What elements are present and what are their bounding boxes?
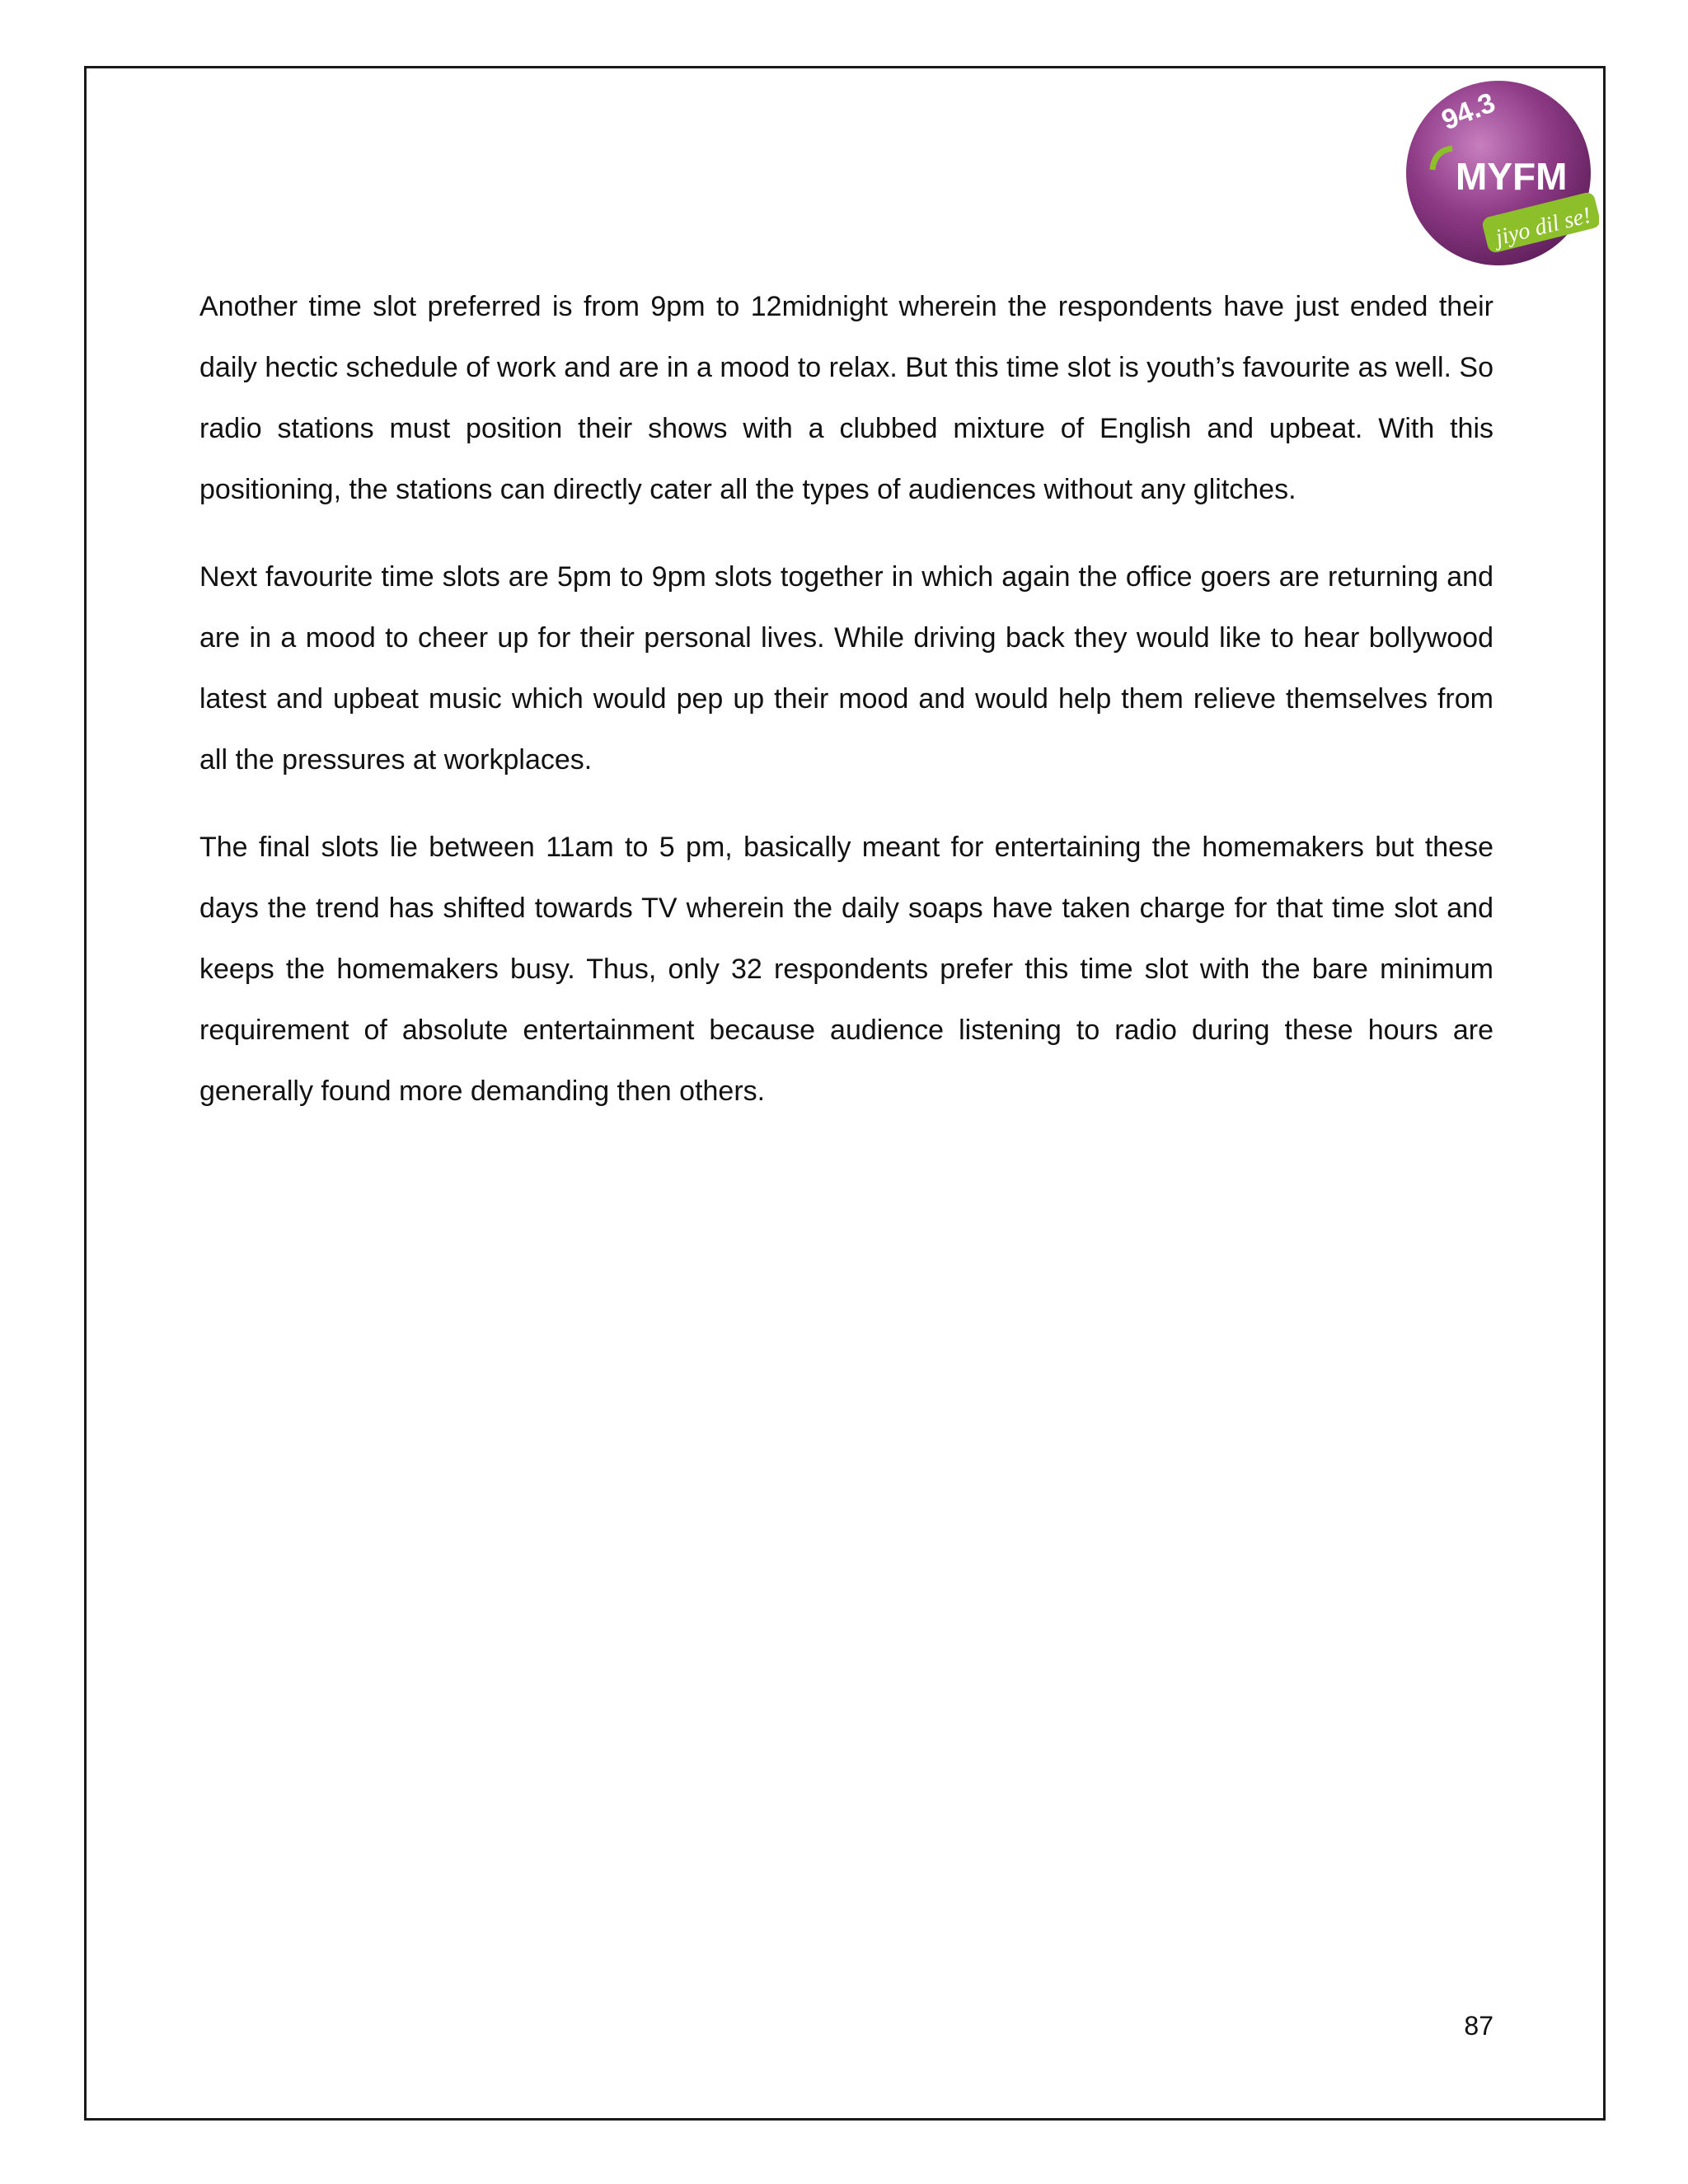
page-number: 87 <box>1464 2011 1493 2041</box>
logo-tagline: jiyo dil se! <box>1493 202 1594 251</box>
body-text <box>199 276 1493 1148</box>
logo-brand: MYFM <box>1456 155 1568 198</box>
paragraph-3: The final slots lie between 11am to 5 pm, basically meant for entertaining the homemakers but these days the trend has shifted towards TV wherein the daily soaps have taken charge for that time slot and keeps the homemakers busy. Thus, only 32 respondents prefer this time slot with the bare minimum requirement of absolute entertainment because audience listening to radio during these hours are generally found more demanding then others. <box>199 832 1493 1107</box>
paragraph-1: Another time slot preferred is from 9pm to 12midnight wherein the respondents have just ended their daily hectic schedule of work and are in a mood to relax. But this time slot is youth’s favourite as well. So radio stations must position their shows with a clubbed mixture of English and upbeat. With this positioning, the stations can directly cater all the types of audiences without any glitches. <box>199 291 1493 505</box>
paragraph-2: Next favourite time slots are 5pm to 9pm slots together in which again the office goers are returning and are in a mood to cheer up for their personal lives. While driving back they would like to hear bollywood latest and upbeat music which would pep up their mood and would help them relieve themselves from all the pressures at workplaces. <box>199 561 1493 776</box>
myfm-logo <box>1401 73 1599 274</box>
logo-frequency: 94.3 <box>1437 87 1500 137</box>
